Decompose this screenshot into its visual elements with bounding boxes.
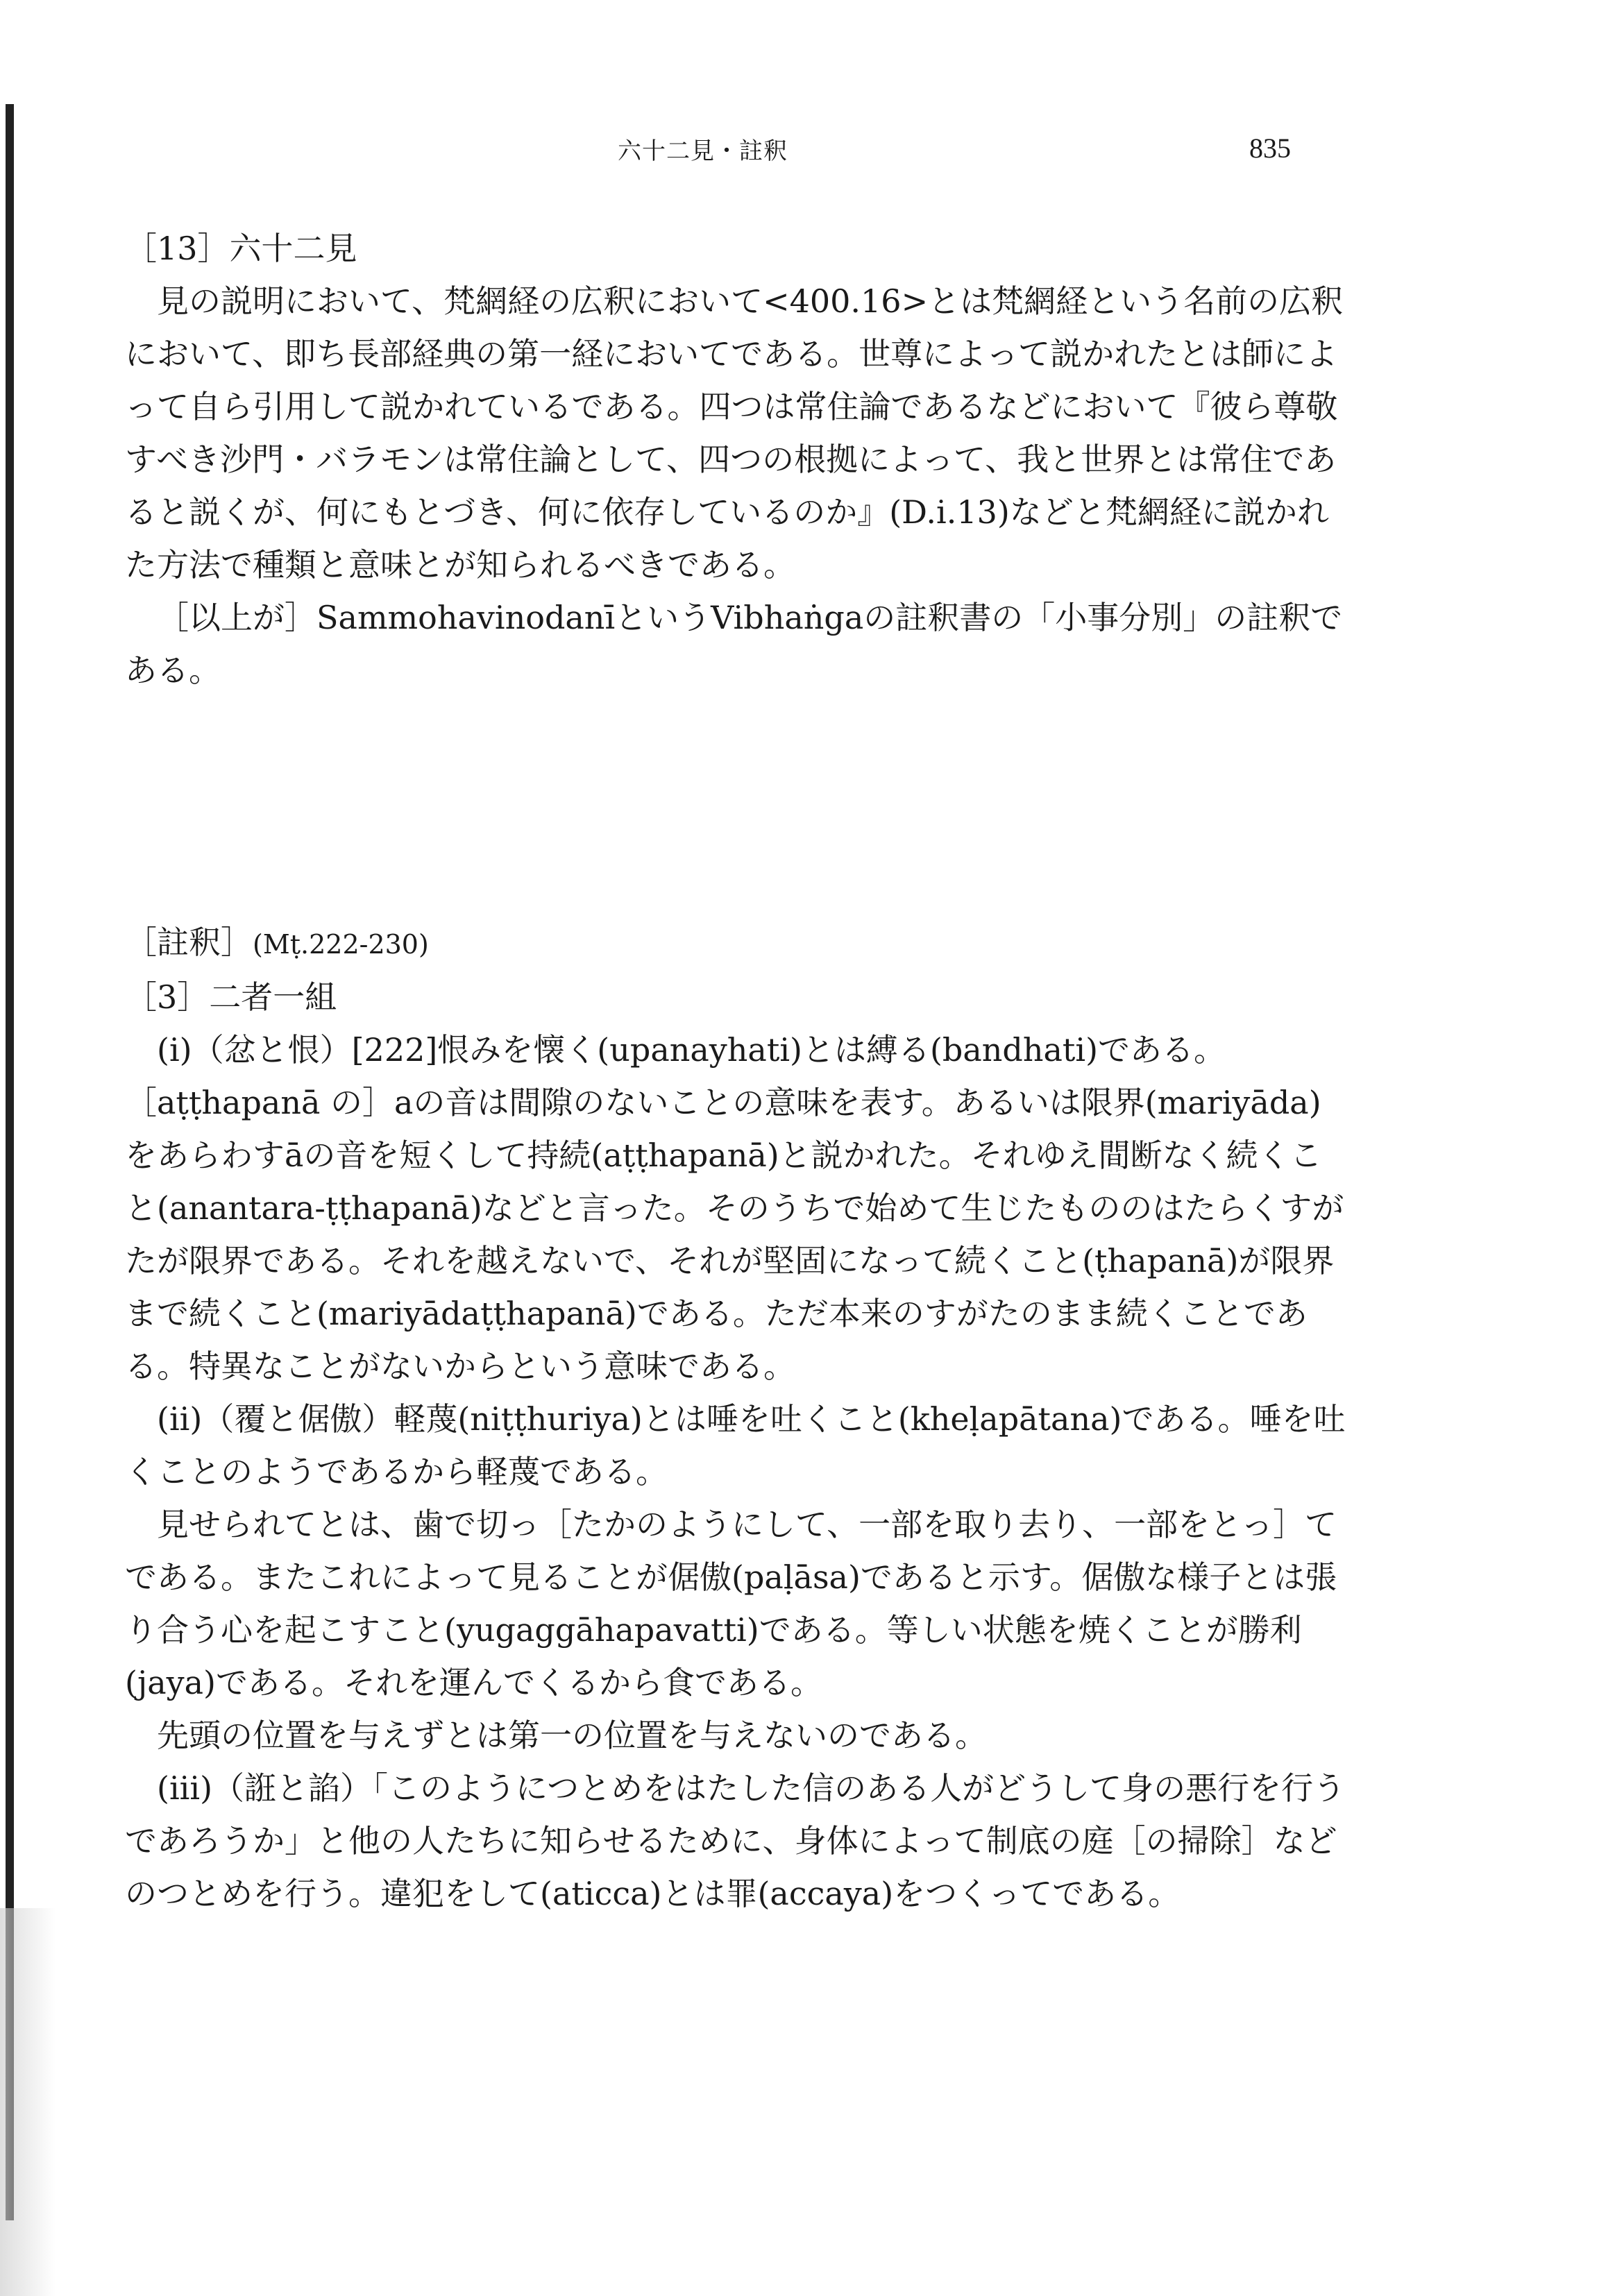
paragraph: 見せられてとは、歯で切っ［たかのようにして、一部を取り去り、一部をとっ］てである。またこれによって見ることが倨傲(paḷāsa)であると示す。倨傲な様子とは張り合う心を起こすこと(yugaggāhapavatti)である。等しい状態を焼くことが勝利(jaya)である。それを運んでくるから食である。 [125, 1506, 1337, 1701]
running-head: 六十二見・註釈 [618, 137, 788, 165]
paragraph: 先頭の位置を与えずとは第一の位置を与えないのである。 [157, 1717, 987, 1754]
paragraph: 見の説明において、梵網経の広釈において<400.16>とは梵網経という名前の広釈において、即ち長部経典の第一経においてである。世尊によって説かれたとは師によって自ら引用して説かれているである。四つは常住論であるなどにおいて『彼ら尊敬すべき沙門・バラモンは常住論として、四つの根拠によって、我と世界とは常住であると説くが、何にもとづき、何に依存しているのか』(D.i.13)などと梵網経に説かれた方法で種類と意味とが知られるべきである。 [125, 282, 1344, 584]
paragraph: (i)（忿と恨）[222]恨みを懐く(upanayhati)とは縛る(bandhati)である。［aṭṭhapanā の］aの音は間隙のないことの意味を表す。あるいは限界(mariyāda)をあらわすāの音を短くして持続(aṭṭhapanā)と説かれた。それゆえ間断なく続くこと(anantara-ṭṭhapanā)などと言った。そのうちで始めて生じたもののはたらくすがたが限界である。それを越えないで、それが堅固になって続くこと(ṭhapanā)が限界まで続くこと(mariyādaṭṭhapanā)である。ただ本来のすがたのまま続くことである。特異なことがないからという意味である。 [125, 1031, 1344, 1385]
commentary-heading-ref: (Mṭ.222-230) [253, 929, 429, 960]
section-heading: ［13］六十二見 [125, 230, 357, 267]
scan-binding-edge [6, 104, 14, 2220]
section-commentary [125, 916, 1346, 1920]
commentary-heading [125, 916, 1346, 971]
paragraph: ［以上が］SammohavinodanīというVibhaṅgaの註釈書の「小事分別」の註釈である。 [125, 599, 1343, 689]
paragraph: (ii)（覆と倨傲）軽蔑(niṭṭhuriya)とは唾を吐くこと(kheḷapātana)である。唾を吐くことのようであるから軽蔑である。 [125, 1400, 1346, 1490]
subsection-heading: ［3］二者一組 [125, 978, 337, 1016]
page-number: 835 [1249, 133, 1291, 164]
section-sixty-two-views [125, 222, 1346, 697]
paragraph: (iii)（誑と諂）「このようにつとめをはたした信のある人がどうして身の悪行を行うであろうか」と他の人たちに知らせるために、身体によって制底の庭［の掃除］などのつとめを行う。違犯をして(aticca)とは罪(accaya)をつくってである。 [125, 1769, 1346, 1912]
commentary-heading-label: ［註釈］ [125, 924, 253, 961]
scan-shadow [0, 1908, 56, 2296]
